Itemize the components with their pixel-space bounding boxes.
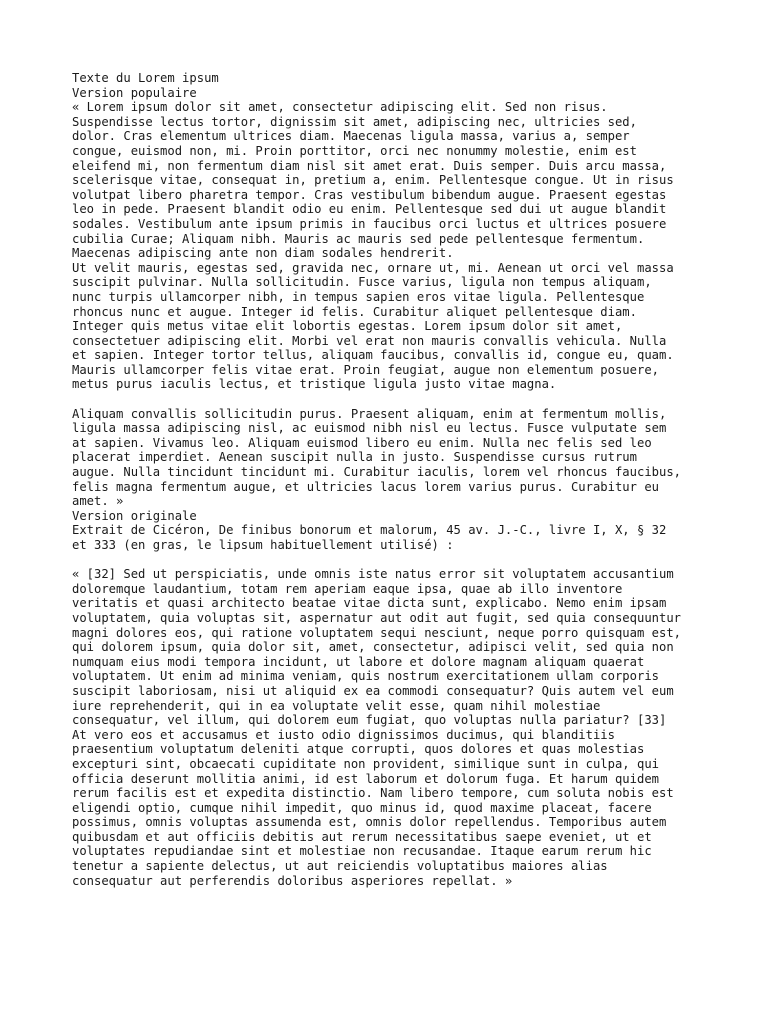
paragraph-popular-1 [72,100,702,261]
text-line: consectetuer adipiscing elit. Morbi vel erat non mauris convallis vehicula. Nulla [72,333,667,348]
text-line: Suspendisse lectus tortor, dignissim sit amet, adipiscing nec, ultricies sed, [72,114,637,129]
text-line: iure reprehenderit, qui in ea voluptate velit esse, quam nihil molestiae [72,698,601,713]
text-line: eleifend mi, non fermentum diam nisl sit amet erat. Duis semper. Duis arcu massa, [72,158,667,173]
text-line: suscipit pulvinar. Nulla sollicitudin. Fusce varius, ligula non tempus aliquam, [72,275,652,290]
text-line: placerat imperdiet. Aenean suscipit nulla in justo. Suspendisse cursus rutrum [72,450,637,465]
text-line: At vero eos et accusamus et iusto odio dignissimos ducimus, qui blanditiis [72,727,615,742]
text-line: « [32] Sed ut perspiciatis, unde omnis iste natus error sit voluptatem accusantium [72,567,674,582]
text-line: rerum facilis est et expedita distinctio. Nam libero tempore, cum soluta nobis est [72,786,674,801]
text-line: doloremque laudantium, totam rem aperiam eaque ipsa, quae ab illo inventore [72,581,623,596]
text-line: officia deserunt mollitia animi, id est laborum et dolorum fuga. Et harum quidem [72,771,659,786]
text-line: sodales. Vestibulum ante ipsum primis in faucibus orci luctus et ultrices posuere [72,216,667,231]
text-line: congue, euismod non, mi. Proin porttitor, orci nec nonummy molestie, enim est [72,143,637,158]
paragraph-popular-2 [72,261,702,392]
text-line: ligula massa adipiscing nisl, ac euismod nibh nisl eu lectus. Fusce vulputate sem [72,421,667,436]
text-line: consequatur, vel illum, qui dolorem eum fugiat, quo voluptas nulla pariatur? [33] [72,713,667,728]
text-line: Maecenas adipiscing ante non diam sodales hendrerit. [72,246,454,261]
text-line: Mauris ullamcorper felis vitae erat. Proin feugiat, augue non elementum posuere, [72,362,659,377]
text-line: numquam eius modi tempora incidunt, ut labore et dolore magnam aliquam quaerat [72,654,645,669]
document-page [72,71,702,888]
text-line: leo in pede. Praesent blandit odio eu enim. Pellentesque sed dui ut augue blandit [72,202,667,217]
paragraph-original-1 [72,567,702,888]
text-line: voluptatem, quia voluptas sit, aspernatur aut odit aut fugit, sed quia consequuntur [72,610,682,625]
text-line: et 333 (en gras, le lipsum habituellement utilisé) : [72,538,454,552]
text-line: amet. » [72,494,124,509]
text-line: rhoncus nunc et augue. Integer id felis. Curabitur aliquet pellentesque diam. [72,304,637,319]
text-line: possimus, omnis voluptas assumenda est, omnis dolor repellendus. Temporibus autem [72,815,667,830]
text-line: consequatur aut perferendis doloribus asperiores repellat. » [72,873,513,888]
paragraph-popular-3 [72,407,702,509]
text-line: scelerisque vitae, consequat in, pretium a, enim. Pellentesque congue. Ut in risus [72,173,674,188]
text-line: dolor. Cras elementum ultrices diam. Maecenas ligula massa, varius a, semper [72,129,630,144]
text-line: tenetur a sapiente delectus, ut aut reiciendis voluptatibus maiores alias [72,859,608,874]
text-line: Integer quis metus vitae elit lobortis egestas. Lorem ipsum dolor sit amet, [72,319,623,334]
text-line: Aliquam convallis sollicitudin purus. Praesent aliquam, enim at fermentum mollis, [72,406,667,421]
text-line: at sapien. Vivamus leo. Aliquam euismod libero eu enim. Nulla nec felis sed leo [72,435,652,450]
text-line: voluptates repudiandae sint et molestiae non recusandae. Itaque earum rerum hic [72,844,652,859]
text-line: excepturi sint, obcaecati cupiditate non provident, similique sunt in culpa, qui [72,756,659,771]
section-heading-original: Version originale [72,508,197,523]
section-heading-popular: Version populaire [72,85,197,100]
text-line: felis magna fermentum augue, et ultricies lacus lorem varius purus. Curabitur eu [72,479,659,494]
text-line: « Lorem ipsum dolor sit amet, consectetur adipiscing elit. Sed non risus. [72,100,608,115]
text-line: et sapien. Integer tortor tellus, aliquam faucibus, convallis id, congue eu, quam. [72,348,674,363]
text-line: nunc turpis ullamcorper nibh, in tempus sapien eros vitae ligula. Pellentesque [72,289,645,304]
text-line: veritatis et quasi architecto beatae vitae dicta sunt, explicabo. Nemo enim ipsam [72,596,667,611]
text-line: praesentium voluptatum deleniti atque corrupti, quos dolores et quas molestias [72,742,645,757]
original-intro [72,523,702,552]
paragraph-spacer [72,553,702,568]
text-line: Ut velit mauris, egestas sed, gravida nec, ornare ut, mi. Aenean ut orci vel massa [72,260,674,275]
text-line: cubilia Curae; Aliquam nibh. Mauris ac mauris sed pede pellentesque fermentum. [72,231,645,246]
text-line: qui dolorem ipsum, quia dolor sit, amet, consectetur, adipisci velit, sed quia non [72,640,674,655]
text-line: augue. Nulla tincidunt tincidunt mi. Curabitur iaculis, lorem vel rhoncus faucibus, [72,465,682,480]
document-title: Texte du Lorem ipsum [72,71,219,85]
text-line: voluptatem. Ut enim ad minima veniam, quis nostrum exercitationem ullam corporis [72,669,659,684]
text-line: magni dolores eos, qui ratione voluptatem sequi nesciunt, neque porro quisquam est, [72,625,682,640]
text-line: eligendi optio, cumque nihil impedit, quo minus id, quod maxime placeat, facere [72,800,652,815]
text-line: Extrait de Cicéron, De finibus bonorum et malorum, 45 av. J.-C., livre I, X, § 32 [72,523,667,538]
text-line: volutpat libero pharetra tempor. Cras vestibulum bibendum augue. Praesent egestas [72,187,667,202]
paragraph-spacer [72,392,702,407]
text-line: metus purus iaculis lectus, et tristique ligula justo vitae magna. [72,377,557,392]
text-line: quibusdam et aut officiis debitis aut rerum necessitatibus saepe eveniet, ut et [72,829,652,844]
text-line: suscipit laboriosam, nisi ut aliquid ex ea commodi consequatur? Quis autem vel eum [72,683,674,698]
